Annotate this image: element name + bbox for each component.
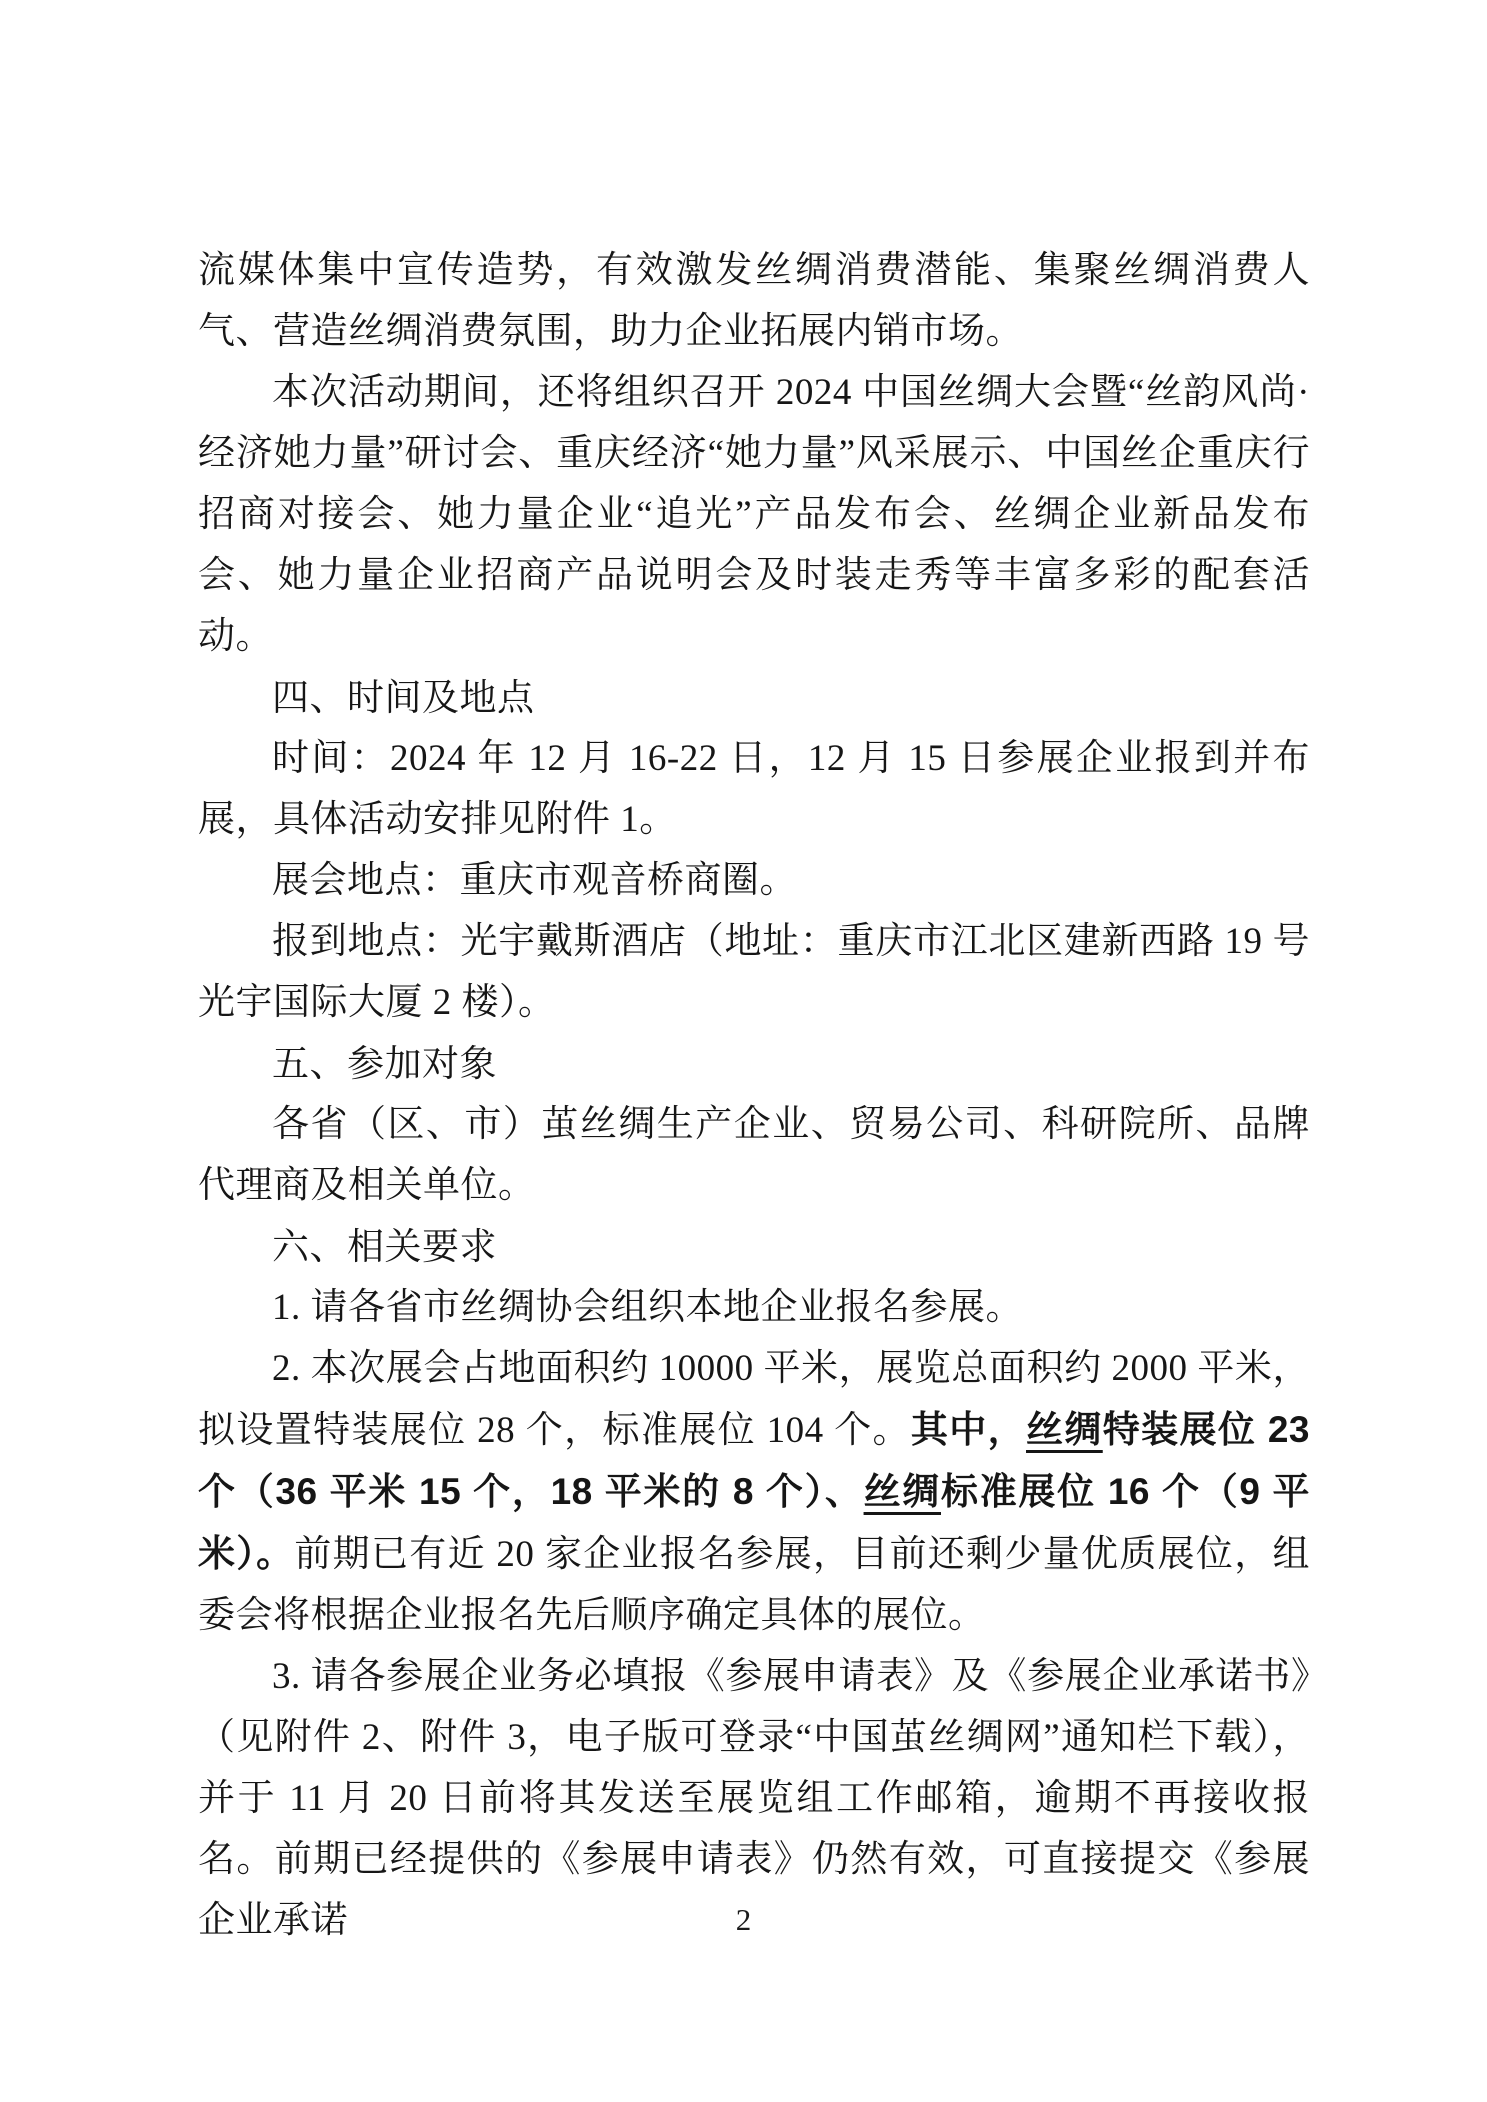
paragraph-checkin-location: 报到地点：光宇戴斯酒店（地址：重庆市江北区建新西路 19 号光宇国际大厦 2 楼）。 — [198, 921, 1310, 1023]
silk-underlined-term-1: 丝绸 — [1026, 1409, 1103, 1450]
page-number: 2 — [735, 1902, 752, 1937]
paragraph-media-promotion: 流媒体集中宣传造势，有效激发丝绸消费潜能、集聚丝绸消费人气、营造丝绸消费氛围，助力企业拓展内销市场。 — [198, 250, 1310, 352]
paragraph-exhibition-location: 展会地点：重庆市观音桥商圈。 — [272, 860, 797, 901]
paragraph-participants: 各省（区、市）茧丝绸生产企业、贸易公司、科研院所、品牌代理商及相关单位。 — [198, 1104, 1310, 1206]
section-heading-time-location: 四、时间及地点 — [272, 677, 535, 718]
paragraph-activities-overview: 本次活动期间，还将组织召开 2024 中国丝绸大会暨“丝韵风尚·经济她力量”研讨会、重庆经济“她力量”风采展示、中国丝企重庆行招商对接会、她力量企业“追光”产品发布会、丝绸企业新品发布会、她力量企业招商产品说明会及时装走秀等丰富多彩的配套活动。 — [198, 372, 1310, 657]
section-heading-requirements: 六、相关要求 — [272, 1226, 497, 1267]
document-body — [198, 240, 1310, 1951]
standard-booths-detail: 标准展位 16 个（9 平米）。 — [198, 1471, 1310, 1574]
booths-emphasis-lead: 其中， — [910, 1409, 1027, 1450]
booths-remaining-text: 前期已有近 20 家企业报名参展，目前还剩少量优质展位，组委会将根据企业报名先后顺序确定具体的展位。 — [198, 1534, 1311, 1636]
paragraph-time: 时间：2024 年 12 月 16-22 日，12 月 15 日参展企业报到并布展，具体活动安排见附件 1。 — [198, 738, 1310, 840]
booths-intro-text: 2. 本次展会占地面积约 10000 平米，展览总面积约 2000 平米，拟设置特装展位 28 个，标准展位 104 个。 — [198, 1348, 1310, 1451]
special-booths-detail: 特装展位 23 个（36 平米 15 个，18 平米的 8 个）、 — [198, 1409, 1311, 1512]
paragraph-requirement-2-booths — [198, 1338, 1310, 1646]
section-heading-participants: 五、参加对象 — [272, 1043, 497, 1084]
paragraph-requirement-3-forms: 3. 请各参展企业务必填报《参展申请表》及《参展企业承诺书》（见附件 2、附件 3，电子版可登录“中国茧丝绸网”通知栏下载），并于 11 月 20 日前将其发送至展览组工作邮箱，逾期不再接收报名。前期已经提供的《参展申请表》仍然有效，可直接提交《参展企业承诺 — [198, 1656, 1310, 1941]
silk-underlined-term-2: 丝绸 — [863, 1471, 941, 1512]
paragraph-requirement-1: 1. 请各省市丝绸协会组织本地企业报名参展。 — [272, 1287, 1023, 1328]
